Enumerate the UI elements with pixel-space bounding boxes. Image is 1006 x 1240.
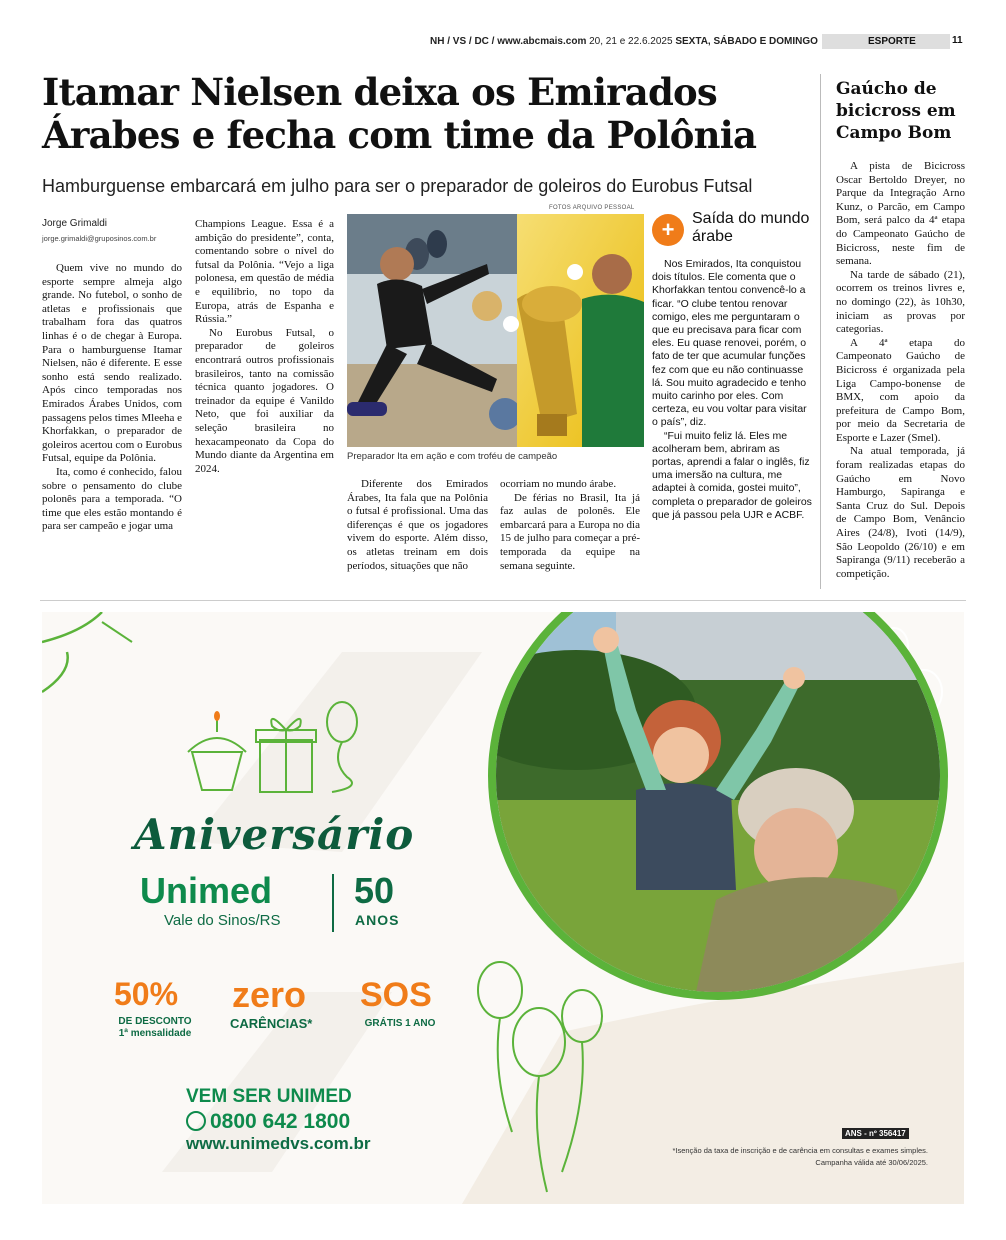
unimed-advertisement[interactable]: [42, 612, 964, 1204]
unimed-region: Vale do Sinos/RS: [164, 912, 281, 929]
side-story-body: [836, 160, 965, 581]
paragraph: Na tarde de sábado (21), ocorrem os treinos livres e, no domingo (22), às 10h30, iniciam as provas por categorias.: [836, 268, 965, 336]
paragraph: A pista de Bicicross Oscar Bertoldo Dreyer, no Parque da Integração Arno Kunz, o Parcão, em Campo Bom, será palco da 4ª etapa do Campeonato Gaúcho de Bicicross, neste fim de semana.: [836, 160, 965, 268]
article-subheadline: Hamburguense embarcará em julho para ser o preparador de goleiros do Eurobus Futsal: [42, 176, 753, 196]
offer-zero-label: CARÊNCIAS*: [230, 1016, 313, 1031]
paragraph: Quem vive no mundo do esporte sempre almeja algo grande. No futebol, o sonho de atletas e profissionais que trabalham fora das quatros linhas é o de chegar à Europa. Para o hamburguense Itamar Nielsen, não é diferente. E esse sonho está sendo realizado. Após cinco temporadas nos Emirados Árabes Unidos, com passagens pelos times Mleeha e Khorfakkan, o preparador de goleiros acertou com o Eurobus Futsal, equipe da Polônia.: [42, 262, 182, 465]
paragraph: No Eurobus Futsal, o preparador de goleiros encontrará outros profissionais brasileiros, tanto na comissão técnica quanto jogadores. O treinador da equipe é Vanildo Neto, que foi auxiliar da seleção brasileira no hexacampeonato da Copa do Mundo diante da Argentina em 2024.: [195, 326, 334, 475]
edition-label: NH / VS / DC / www.abcmais.com: [430, 36, 587, 47]
ad-call-to-action: VEM SER UNIMED: [186, 1086, 352, 1107]
paragraph: “Fui muito feliz lá. Eles me acolheram bem, abriram as portas, aprendi a falar o inglês, fiz uma imersão na cultura, me adaptei à comida, gostei muito”, completa o preparador de goleiros que já passou pela UJR e ACBF.: [652, 429, 812, 521]
section-label: ESPORTE: [822, 34, 950, 49]
page-number: 11: [952, 35, 963, 46]
edition-dates: 20, 21 e 22.6.2025: [589, 36, 673, 47]
section-divider: [40, 600, 966, 601]
box-title: Saída do mundo árabe: [692, 210, 810, 245]
ad-validity: Campanha válida até 30/06/2025.: [815, 1158, 928, 1167]
offer-sos-label: GRÁTIS 1 ANO: [364, 1018, 436, 1029]
ans-registration: ANS - nº 356417: [842, 1128, 909, 1139]
paragraph: Nos Emirados, Ita conquistou dois títulos. Ele comenta que o Khorfakkan tentou convencê-lo a ficar. “O clube tentou renovar comigo, eles me perguntaram o que eu precisava para ficar com eles. Eu quase renovei, porém, o fato de ter que acumular funções fez com que eu não continuasse lá. Sou muito agradecido e tenho muito carinho por eles. Com certeza, eu vou voltar para visitar o país”, diz.: [652, 258, 807, 429]
grandfather-child-photo: [496, 612, 940, 992]
article-column-1: [42, 262, 182, 534]
logo-divider: [332, 874, 334, 932]
whatsapp-icon: [186, 1111, 206, 1131]
offer-sos-value: SOS: [360, 976, 432, 1014]
paragraph: Champions League. Essa é a ambição do presidente”, conta, comentando sobre o nível do futsal da Polônia. “Vejo a liga polonesa, em questão de média e equilíbrio, no topo da Europa, atrás de Espanha e Rússia.”: [195, 218, 334, 326]
photo-illustration: [347, 214, 644, 447]
page-header: [40, 34, 966, 50]
ad-title: Aniversário: [134, 810, 415, 859]
cupcake-icon: [188, 711, 246, 790]
offer-discount-detail: 1ª mensalidade: [118, 1028, 192, 1039]
article-column-3: [347, 478, 488, 573]
unimed-logo: Unimed: [140, 870, 273, 911]
ad-disclaimer: *Isenção da taxa de inscrição e de carência em consultas e exames simples.: [672, 1146, 928, 1155]
ad-phone[interactable]: [186, 1110, 350, 1134]
headline-line-1: Itamar Nielsen deixa os Emirados: [42, 70, 717, 114]
ad-phone-number: 0800 642 1800: [210, 1110, 351, 1133]
offer-discount-value: 50%: [114, 976, 179, 1012]
paragraph: A 4ª etapa do Campeonato Gaúcho de Bicicross é organizada pela Liga Campo-bonense de BMX, com apoio da prefeitura de Campo Bom, por meio da Secretaria de Esporte e Lazer (Smel).: [836, 336, 965, 444]
photo-credit: FOTOS ARQUIVO PESSOAL: [549, 205, 635, 211]
offer-zero-value: zero: [232, 974, 307, 1015]
author-email: jorge.grimaldi@gruposinos.com.br: [42, 234, 157, 243]
article-photo: [347, 214, 644, 447]
anniversary-label: ANOS: [355, 912, 400, 928]
paragraph: ocorriam no mundo árabe.: [500, 478, 617, 490]
photo-caption: Preparador Ita em ação e com troféu de campeão: [347, 451, 558, 462]
anniversary-number: 50: [354, 870, 395, 911]
article-column-4: [500, 478, 640, 573]
paragraph: De férias no Brasil, Ita já faz aulas de polonês. Ele embarcará para a Europa no dia 15 de julho para começar a pré-temporada da equipe na semana seguinte.: [500, 491, 640, 572]
article-headline: [42, 71, 812, 157]
headline-line-2: Árabes e fecha com time da Polônia: [42, 113, 757, 157]
offer-discount-label: DE DESCONTO: [118, 1016, 192, 1027]
column-divider: [820, 74, 821, 589]
edition-info: [430, 36, 818, 47]
paragraph: Ita, como é conhecido, falou sobre o pensamento do clube polonês para a temporada. “O time que eles estão montando é para ser campeão e jogar uma: [42, 465, 182, 533]
paragraph: Na atual temporada, já foram realizadas etapas do Gaúcho em Novo Hamburgo, Sapiranga e Santa Cruz do Sul. Depois de Campo Bom, Venâncio Aires (24/8), Ivoti (14/9), São Leopoldo (26/10) e em Sapiranga (9/11) receberão a competição.: [836, 445, 965, 580]
author-name: Jorge Grimaldi: [42, 218, 108, 229]
article-column-2: [195, 218, 334, 476]
side-story-title: Gaúcho de bicicross em Campo Bom: [836, 79, 956, 143]
paragraph: Diferente dos Emirados Árabes, Ita fala que na Polônia o futsal é profissional. Uma das diferenças é que os jogadores vivem do esporte. Além disso, os atletas treinam em dois períodos, situações que não: [347, 478, 488, 572]
plus-icon: +: [652, 214, 684, 246]
edition-days: SEXTA, SÁBADO E DOMINGO: [675, 36, 818, 47]
box-body: [652, 258, 812, 522]
ad-website-link[interactable]: www.unimedvs.com.br: [186, 1134, 371, 1153]
